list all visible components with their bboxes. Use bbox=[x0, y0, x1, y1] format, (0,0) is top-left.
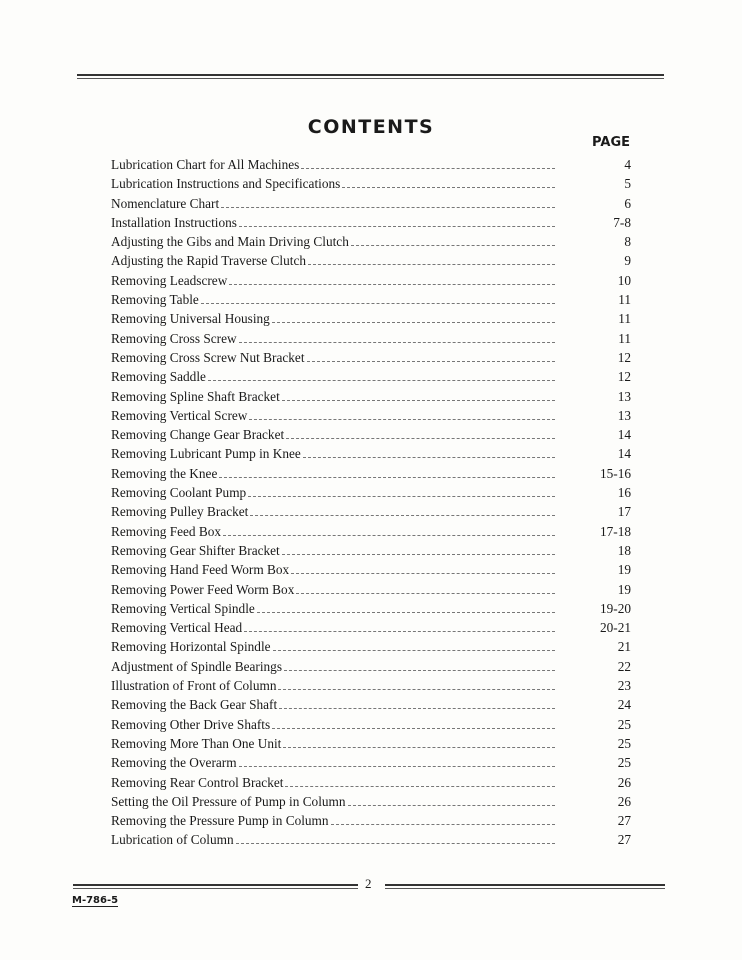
dot-leader bbox=[236, 834, 555, 844]
dot-leader bbox=[208, 371, 555, 381]
toc-entry bbox=[111, 157, 631, 176]
toc-entry bbox=[111, 736, 631, 755]
toc-entry-page: 16 bbox=[617, 485, 631, 501]
dot-leader bbox=[221, 198, 555, 208]
toc-entry-label: Removing the Pressure Pump in Column bbox=[111, 813, 329, 829]
toc-entry-label: Lubrication Chart for All Machines bbox=[111, 157, 300, 172]
toc-entry-label: Removing Saddle bbox=[111, 369, 206, 385]
toc-entry-page: 11 bbox=[618, 292, 631, 308]
toc-entry-page: 24 bbox=[617, 697, 631, 713]
dot-leader bbox=[257, 603, 555, 613]
toc-entry-page: 15-16 bbox=[599, 465, 631, 481]
toc-entry-page: 4 bbox=[624, 157, 631, 172]
toc-entry-label: Removing Cross Screw bbox=[111, 330, 237, 346]
toc-entry bbox=[111, 446, 631, 465]
dot-leader bbox=[331, 815, 555, 825]
toc-entry-page: 17 bbox=[617, 504, 631, 520]
toc-entry bbox=[111, 273, 631, 292]
toc-entry bbox=[111, 504, 631, 523]
toc-entry-label: Removing Leadscrew bbox=[111, 272, 228, 288]
toc-entry-page: 13 bbox=[617, 388, 631, 404]
dot-leader bbox=[272, 313, 555, 323]
page-number: 2 bbox=[365, 876, 372, 891]
toc-entry-label: Removing Vertical Head bbox=[111, 620, 243, 636]
dot-leader bbox=[282, 391, 555, 401]
toc-entry-page: 5 bbox=[624, 176, 631, 192]
toc-entry-label: Removing Vertical Spindle bbox=[111, 600, 255, 616]
toc-entry-label: Removing the Overarm bbox=[111, 755, 237, 771]
toc-entry-page: 25 bbox=[617, 755, 631, 771]
toc-entry-label: Removing More Than One Unit bbox=[111, 735, 282, 751]
page-column-header: PAGE bbox=[592, 135, 630, 150]
toc-entry bbox=[111, 562, 631, 581]
dot-leader bbox=[201, 294, 555, 304]
toc-entry-page: 14 bbox=[617, 427, 631, 443]
toc-entry-page: 20-21 bbox=[599, 620, 631, 636]
toc-entry bbox=[111, 253, 631, 272]
dot-leader bbox=[239, 333, 555, 343]
toc-entry bbox=[111, 427, 631, 446]
footer-rule-right bbox=[385, 884, 665, 889]
dot-leader bbox=[248, 487, 555, 497]
toc-entry bbox=[111, 311, 631, 330]
toc-entry bbox=[111, 794, 631, 813]
toc-entry bbox=[111, 234, 631, 253]
dot-leader bbox=[249, 410, 555, 420]
toc-entry bbox=[111, 543, 631, 562]
toc-entry-page: 8 bbox=[624, 234, 631, 250]
dot-leader bbox=[285, 777, 555, 787]
dot-leader bbox=[296, 584, 555, 594]
toc-entry bbox=[111, 389, 631, 408]
toc-entry-label: Removing Gear Shifter Bracket bbox=[111, 542, 280, 558]
toc-entry-label: Removing Horizontal Spindle bbox=[111, 639, 271, 655]
toc-entry-page: 17-18 bbox=[599, 523, 631, 539]
toc-entry bbox=[111, 466, 631, 485]
dot-leader bbox=[307, 352, 555, 362]
toc-entry-label: Adjustment of Spindle Bearings bbox=[111, 658, 282, 674]
toc-entry bbox=[111, 408, 631, 427]
dot-leader bbox=[272, 719, 555, 729]
toc-entry-page: 12 bbox=[617, 349, 631, 365]
toc-entry-label: Setting the Oil Pressure of Pump in Column bbox=[111, 793, 346, 809]
toc-entry-page: 19-20 bbox=[599, 600, 631, 616]
dot-leader bbox=[244, 622, 555, 632]
toc-entry-label: Removing Cross Screw Nut Bracket bbox=[111, 349, 305, 365]
toc-entry-label: Removing Hand Feed Worm Box bbox=[111, 562, 290, 578]
toc-entry-label: Removing Coolant Pump bbox=[111, 485, 247, 501]
toc-entry-page: 23 bbox=[617, 678, 631, 694]
dot-leader bbox=[348, 796, 555, 806]
toc-entry-page: 21 bbox=[617, 639, 631, 655]
dot-leader bbox=[229, 275, 555, 285]
toc-entry bbox=[111, 524, 631, 543]
dot-leader bbox=[351, 236, 555, 246]
toc-entry-label: Adjusting the Rapid Traverse Clutch bbox=[111, 253, 307, 269]
toc-entry bbox=[111, 659, 631, 678]
toc-entry-label: Removing Rear Control Bracket bbox=[111, 774, 284, 790]
toc-entry-label: Removing Feed Box bbox=[111, 523, 222, 539]
toc-entry-label: Removing Lubricant Pump in Knee bbox=[111, 446, 301, 462]
toc-entry bbox=[111, 582, 631, 601]
toc-entry bbox=[111, 350, 631, 369]
toc-entry-page: 19 bbox=[617, 562, 631, 578]
toc-entry-label: Removing Vertical Screw bbox=[111, 407, 248, 423]
toc-entry-label: Lubrication Instructions and Specifications bbox=[111, 176, 341, 192]
toc-entry bbox=[111, 331, 631, 350]
toc-entry-page: 6 bbox=[624, 195, 631, 211]
toc-entry-page: 26 bbox=[617, 774, 631, 790]
dot-leader bbox=[223, 526, 555, 536]
toc-entry bbox=[111, 755, 631, 774]
toc-entry-label: Illustration of Front of Column bbox=[111, 678, 277, 694]
toc-entry-label: Removing Pulley Bracket bbox=[111, 504, 249, 520]
document-code: M-786-5 bbox=[72, 895, 119, 906]
dot-leader bbox=[282, 545, 555, 555]
dot-leader bbox=[284, 661, 555, 671]
toc-entry-label: Removing the Knee bbox=[111, 465, 218, 481]
page-title: CONTENTS bbox=[307, 116, 435, 138]
toc-entry-label: Removing Change Gear Bracket bbox=[111, 427, 285, 443]
toc-entry bbox=[111, 176, 631, 195]
dot-leader bbox=[239, 757, 555, 767]
toc-entry-label: Installation Instructions bbox=[111, 214, 237, 230]
dot-leader bbox=[303, 448, 555, 458]
toc-entry bbox=[111, 215, 631, 234]
toc-entry bbox=[111, 813, 631, 832]
table-of-contents bbox=[111, 157, 631, 852]
toc-entry bbox=[111, 292, 631, 311]
toc-entry-page: 27 bbox=[617, 832, 631, 848]
dot-leader bbox=[283, 738, 555, 748]
toc-entry bbox=[111, 697, 631, 716]
toc-entry-page: 12 bbox=[617, 369, 631, 385]
toc-entry bbox=[111, 369, 631, 388]
toc-entry bbox=[111, 601, 631, 620]
dot-leader bbox=[279, 699, 555, 709]
toc-entry-label: Removing the Back Gear Shaft bbox=[111, 697, 278, 713]
footer-rule-left bbox=[73, 884, 358, 889]
toc-entry-label: Lubrication of Column bbox=[111, 832, 234, 848]
toc-entry bbox=[111, 678, 631, 697]
toc-entry-page: 27 bbox=[617, 813, 631, 829]
toc-entry-label: Removing Other Drive Shafts bbox=[111, 716, 271, 732]
top-rule bbox=[77, 74, 664, 79]
toc-entry-label: Removing Spline Shaft Bracket bbox=[111, 388, 280, 404]
dot-leader bbox=[250, 506, 555, 516]
toc-entry-page: 11 bbox=[618, 330, 631, 346]
toc-entry bbox=[111, 620, 631, 639]
toc-entry bbox=[111, 717, 631, 736]
toc-entry-page: 18 bbox=[617, 542, 631, 558]
dot-leader bbox=[291, 564, 555, 574]
toc-entry-label: Removing Universal Housing bbox=[111, 311, 270, 327]
dot-leader bbox=[301, 159, 555, 169]
dot-leader bbox=[219, 468, 555, 478]
toc-entry bbox=[111, 639, 631, 658]
toc-entry-page: 14 bbox=[617, 446, 631, 462]
toc-entry bbox=[111, 485, 631, 504]
dot-leader bbox=[342, 178, 555, 188]
toc-entry bbox=[111, 832, 631, 851]
toc-entry-label: Adjusting the Gibs and Main Driving Clutch bbox=[111, 234, 349, 250]
toc-entry-page: 7-8 bbox=[613, 214, 631, 230]
dot-leader bbox=[278, 680, 555, 690]
toc-entry-label: Nomenclature Chart bbox=[111, 195, 220, 211]
dot-leader bbox=[286, 429, 555, 439]
toc-entry-page: 13 bbox=[617, 407, 631, 423]
toc-entry-page: 9 bbox=[624, 253, 631, 269]
toc-entry-label: Removing Power Feed Worm Box bbox=[111, 581, 295, 597]
dot-leader bbox=[308, 255, 555, 265]
toc-entry-page: 10 bbox=[617, 272, 631, 288]
toc-entry-page: 22 bbox=[617, 658, 631, 674]
toc-entry-page: 25 bbox=[617, 735, 631, 751]
toc-entry-page: 26 bbox=[617, 793, 631, 809]
toc-entry-label: Removing Table bbox=[111, 292, 199, 308]
dot-leader bbox=[273, 641, 555, 651]
toc-entry-page: 19 bbox=[617, 581, 631, 597]
toc-entry bbox=[111, 775, 631, 794]
dot-leader bbox=[239, 217, 555, 227]
toc-entry bbox=[111, 196, 631, 215]
toc-entry-page: 11 bbox=[618, 311, 631, 327]
toc-entry-page: 25 bbox=[617, 716, 631, 732]
